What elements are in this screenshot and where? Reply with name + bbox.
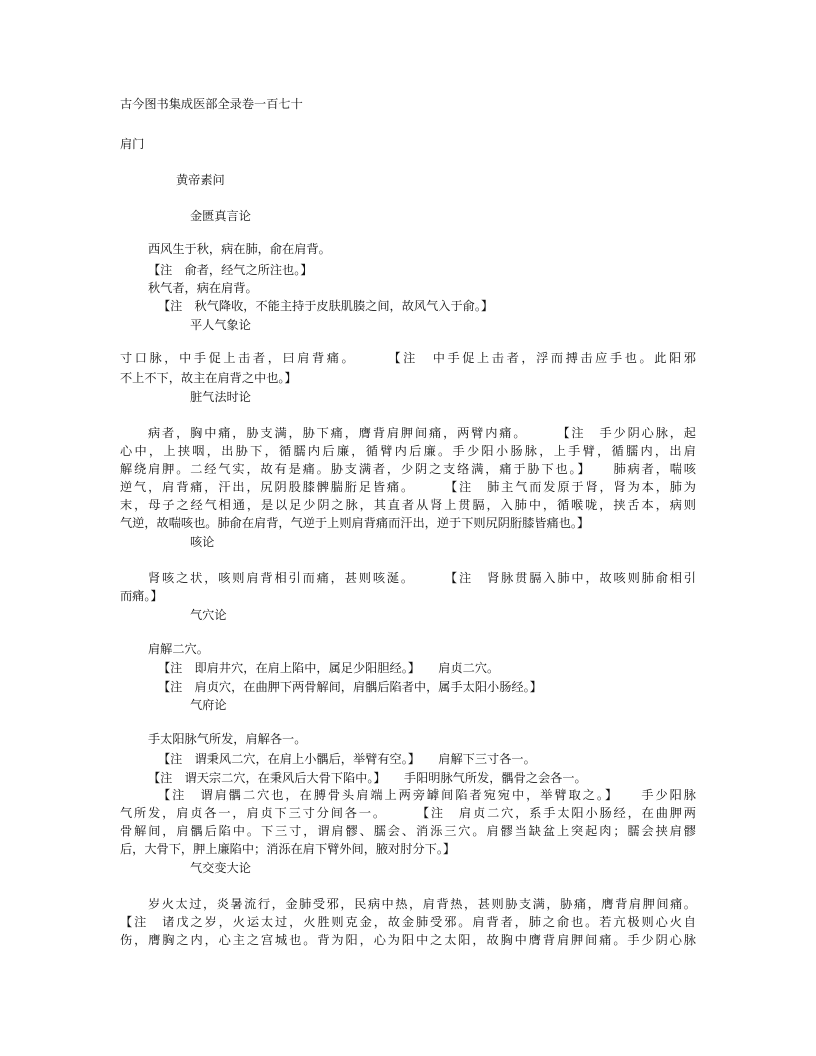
text-line: 末，母子之经气相通，是以足少阴之脉，其直者从肾上贯膈，入肺中，循喉咙，挟舌本，病则 [120, 498, 696, 512]
text-line: 寸口脉，中手促上击者，曰肩背痛。 【注 中手促上击者，浮而搏击应手也。此阳邪 [120, 351, 696, 365]
chapter-heading: 咳论 [190, 535, 215, 549]
chapter-heading: 平人气象论 [190, 318, 251, 332]
text-line: 解绕肩胛。二经气实，故有是痛。胁支满者，少阴之支络满，痛于胁下也。】 肺病者，喘咳 [120, 462, 696, 476]
text-line: 气所发，肩贞各一，肩贞下三寸分间各一。 【注 肩贞二穴，系手太阳小肠经，在曲胛两 [120, 806, 696, 820]
section-title: 肩门 [120, 137, 145, 151]
text-line: 肩解二穴。 [148, 642, 209, 656]
text-line: 岁火太过，炎暑流行，金肺受邪，民病中热，肩背热，甚则胁支满，胁痛，膺背肩胛间痛。 [148, 897, 696, 911]
note-line: 而痛。】 [120, 589, 163, 603]
source-book-heading: 黄帝素问 [176, 173, 225, 187]
text-line: 心中，上挟咽，出胁下，循臑内后廉，循臂内后廉。手少阳小肠脉，上手臂，循臑内，出肩 [120, 444, 696, 458]
note-line: 骨解间，肩髃后陷中。下三寸，谓肩髎、臑会、消泺三穴。肩髎当缺盆上突起肉；臑会挟肩髎 [120, 824, 696, 838]
text-line: 西风生于秋，病在肺，俞在肩背。 [148, 242, 331, 256]
note-line: 【注 俞者，经气之所注也。】 [148, 263, 313, 277]
note-line: 【注 肩贞穴，在曲胛下两骨解间，肩髃后陷者中，属手太阳小肠经。】 [158, 680, 542, 694]
chapter-heading: 金匮真言论 [190, 209, 251, 223]
note-line: 伤，膺胸之内，心主之宫城也。背为阳，心为阳中之太阳，故胸中膺背肩胛间痛。手少阴心脉 [120, 933, 696, 947]
note-line: 【注 谓肩髃二穴也，在膊骨头肩端上两旁罅间陷者宛宛中，举臂取之。】 手少阳脉 [158, 788, 696, 802]
text-line: 病者，胸中痛，胁支满，胁下痛，膺背肩胛间痛，两臂内痛。 【注 手少阴心脉，起 [148, 426, 696, 440]
text-line: 秋气者，病在肩背。 [148, 281, 258, 295]
note-line: 【注 谓天宗二穴，在秉风后大骨下陷中。】 手阳明脉气所发，髃骨之会各一。 [148, 771, 587, 785]
note-line: 【注 诸戊之岁，火运太过，火胜则克金，故金肺受邪。肩背者，肺之俞也。若亢极则心火自 [120, 915, 696, 929]
chapter-heading: 气穴论 [190, 608, 227, 622]
text-line: 气逆，故喘咳也。肺俞在肩背，气逆于上则肩背痛而汗出，逆于下则尻阴胻膝皆痛也。】 [120, 516, 590, 530]
note-line: 不上不下，故主在肩背之中也。】 [120, 371, 297, 385]
note-line: 【注 即肩井穴，在肩上陷中，属足少阳胆经。】 肩贞二穴。 [158, 661, 500, 675]
note-line: 【注 谓秉风二穴，在肩上小髃后，举臂有空。】 肩解下三寸各一。 [158, 752, 536, 766]
text-line: 手太阳脉气所发，肩解各一。 [148, 732, 307, 746]
chapter-heading: 气交变大论 [190, 861, 251, 875]
text-line: 肾咳之状，咳则肩背相引而痛，甚则咳涎。 【注 肾脉贯膈入肺中，故咳则肺俞相引 [148, 571, 696, 585]
document-title: 古今图书集成医部全录卷一百七十 [120, 97, 303, 111]
text-line: 逆气，肩背痛，汗出，尻阴股膝髀腨胻足皆痛。 【注 肺主气而发原于肾，肾为本，肺为 [120, 480, 696, 494]
note-line: 后，大骨下，胛上廉陷中；消泺在肩下臂外间，腋对肘分下。】 [120, 842, 456, 856]
chapter-heading: 脏气法时论 [190, 390, 251, 404]
chapter-heading: 气府论 [190, 698, 227, 712]
note-line: 【注 秋气降收，不能主持于皮肤肌腠之间，故风气入于俞。】 [158, 299, 494, 313]
